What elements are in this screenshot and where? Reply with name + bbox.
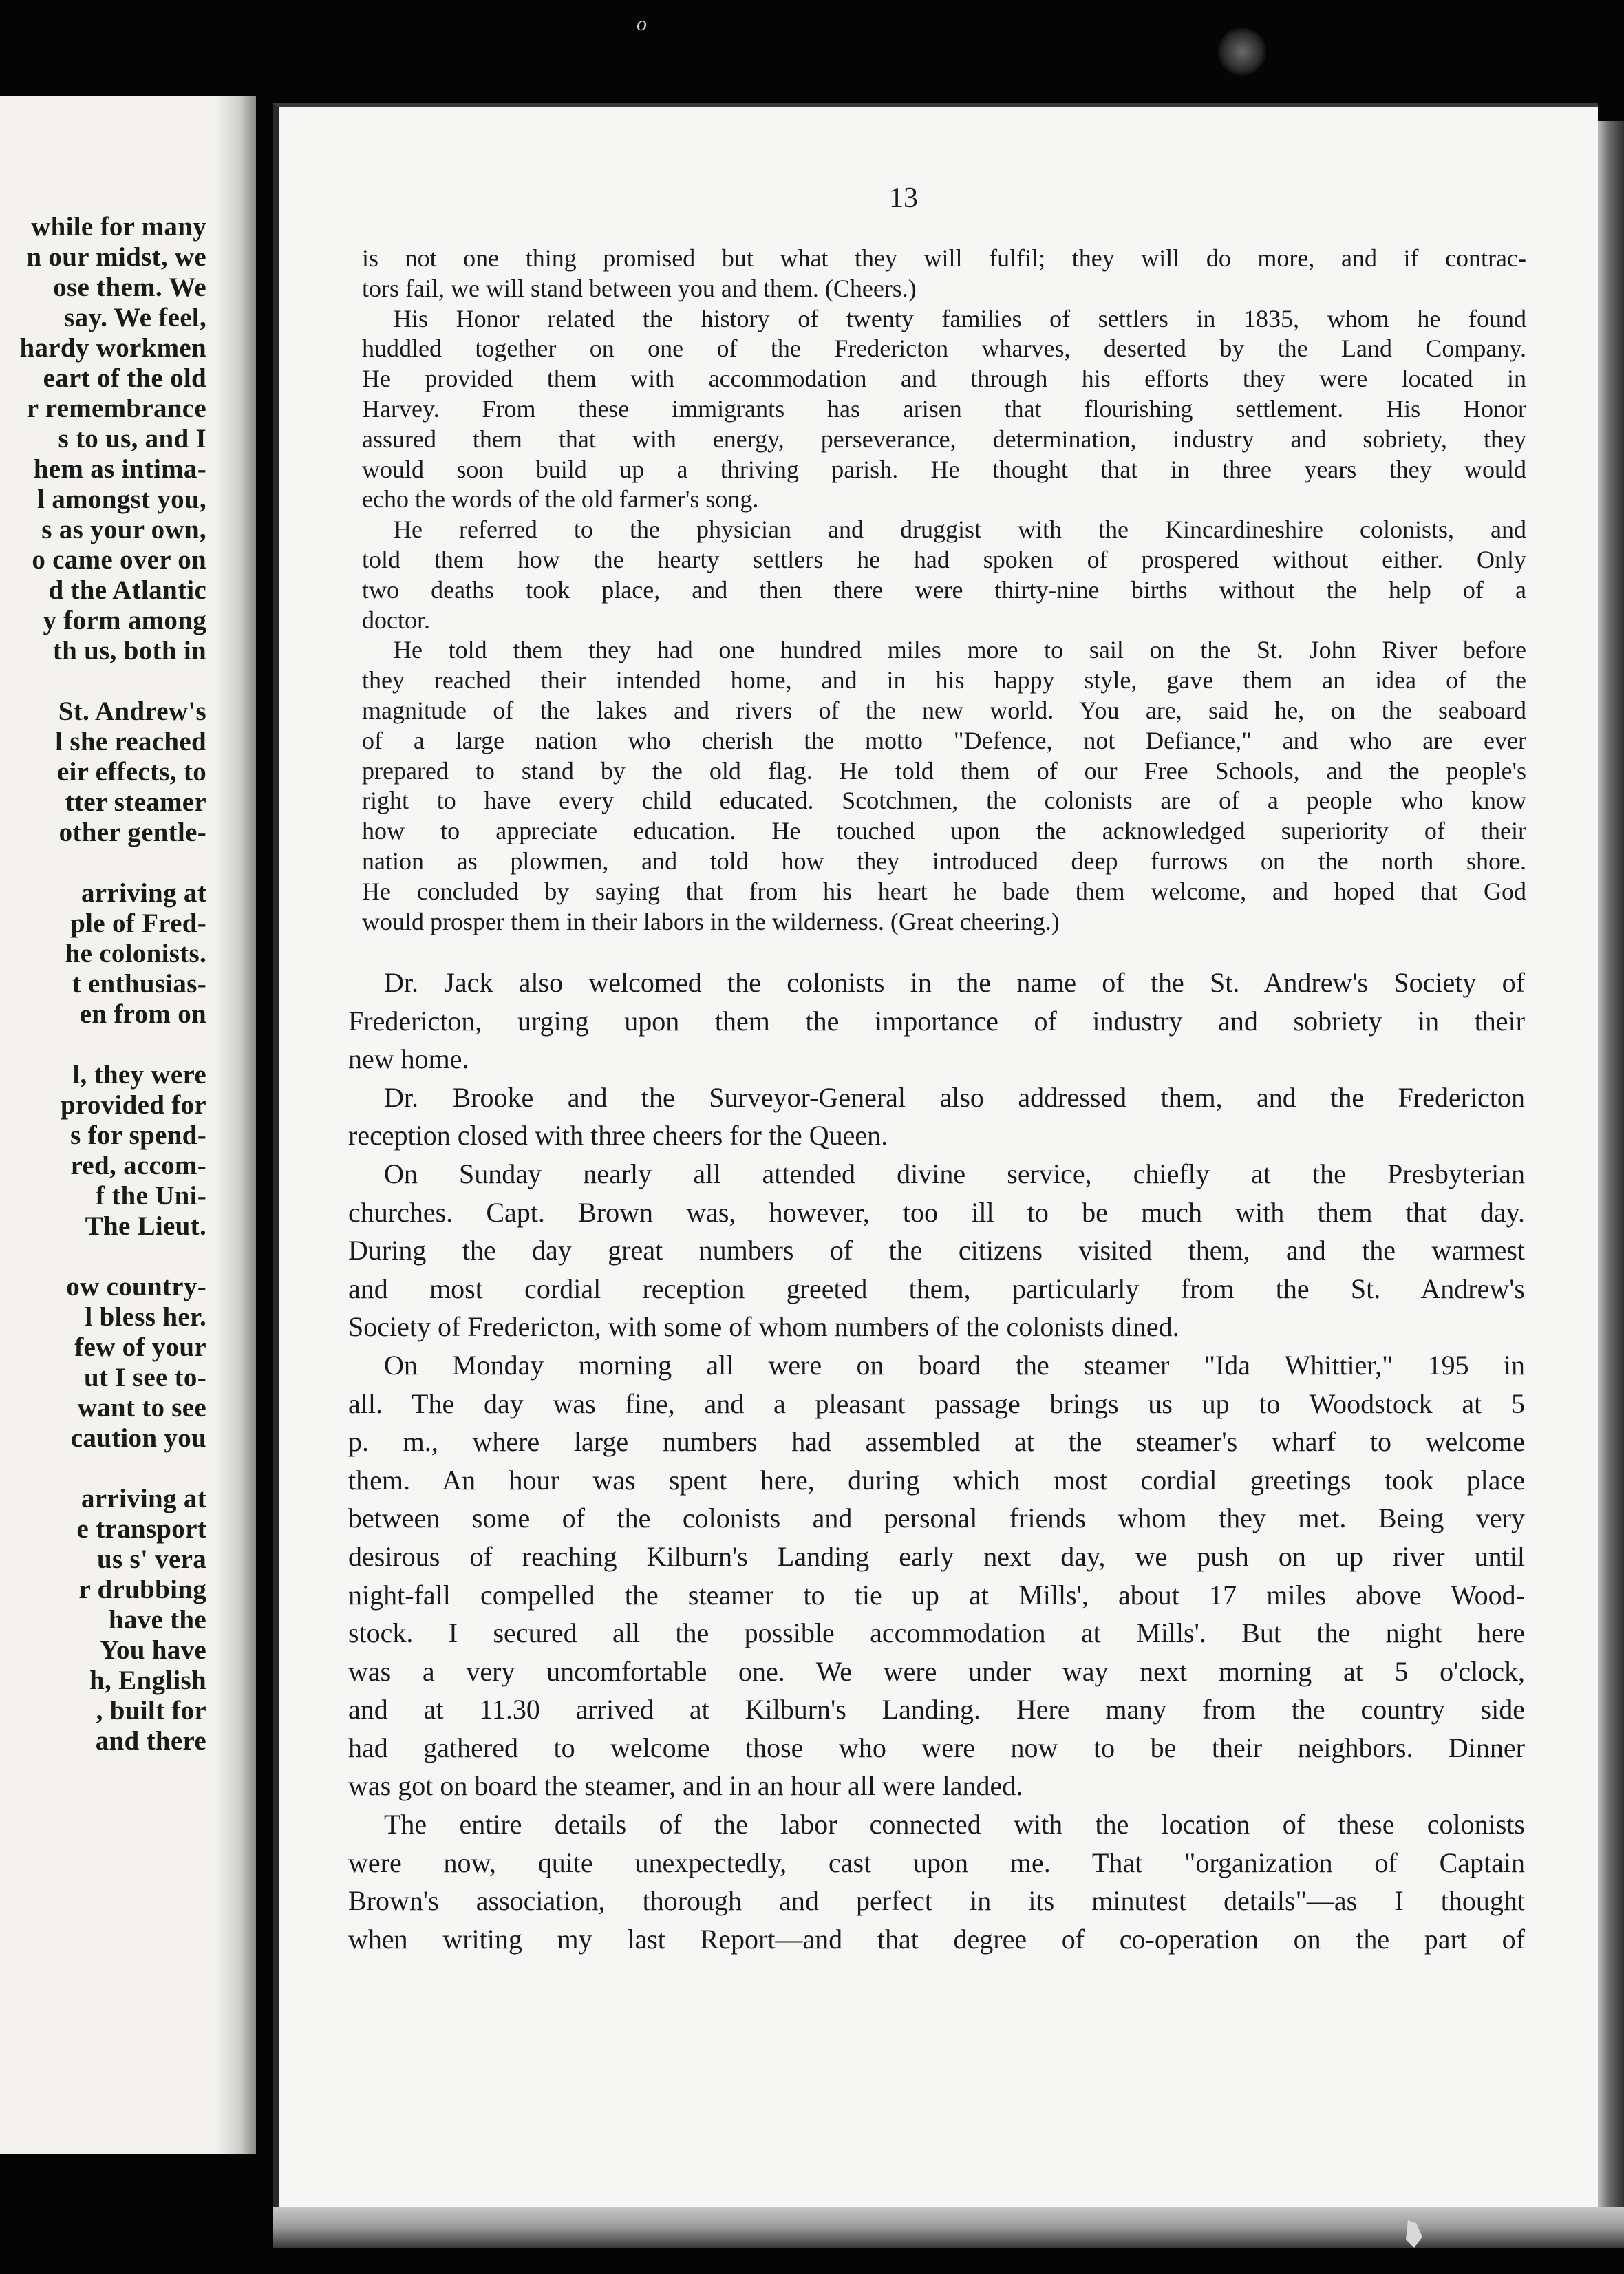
narrative-line: when writing my last Report—and that degree of co-operation on the part of [348, 1923, 1525, 1955]
narrative-line: had gathered to welcome those who were now to be their neighbors. Dinner [348, 1732, 1525, 1763]
left-page-gap [0, 848, 206, 878]
narrative-line: p. m., where large numbers had assembled at the steamer's wharf to welcome [348, 1426, 1525, 1458]
quoted-line: told them how the hearty settlers he had spoken of prospered without either. Only [362, 545, 1526, 573]
narrative-line: night-fall compelled the steamer to tie up at Mills', about 17 miles above Wood- [348, 1579, 1525, 1611]
left-page-line: s to us, and I [58, 424, 206, 454]
left-page-line: y form among [43, 606, 206, 635]
quoted-line: they reached their intended home, and in his happy style, gave them an idea of the [362, 666, 1526, 694]
left-page-line: You have [99, 1635, 206, 1665]
page-edge-bottom [273, 2207, 1624, 2248]
quoted-paragraph [362, 635, 1526, 937]
left-page-gap [0, 666, 206, 697]
narrative-line: was got on board the steamer, and in an hour all were landed. [348, 1770, 1023, 1802]
quoted-line: Harvey. From these immigrants has arisen that flourishing settlement. His Honor [362, 394, 1526, 423]
left-page-line: e transport [76, 1514, 206, 1544]
quoted-line: is not one thing promised but what they will fulfil; they will do more, and if contrac- [362, 244, 1526, 272]
left-page-line: s as your own, [41, 515, 206, 544]
left-page-line: f the Uni- [95, 1181, 206, 1211]
narrative-line: Society of Fredericton, with some of whom numbers of the colonists dined. [348, 1311, 1179, 1343]
left-page-line: hem as intima- [33, 454, 206, 484]
narrative-line: between some of the colonists and personal friends whom they met. Being very [348, 1502, 1525, 1534]
left-page-line: say. We feel, [64, 303, 206, 332]
quoted-line: doctor. [362, 606, 430, 634]
quoted-line: magnitude of the lakes and rivers of the new world. You are, said he, on the seaboard [362, 696, 1526, 724]
left-page-line: o came over on [32, 545, 206, 575]
left-page-gap [0, 1242, 206, 1272]
left-page-line: other gentle- [58, 818, 206, 847]
narrative-paragraph [348, 1155, 1525, 1346]
left-page-line: while for many [31, 212, 206, 242]
left-page-line: th us, both in [52, 636, 206, 666]
quoted-paragraph [362, 244, 1526, 304]
left-page-line: ut I see to- [84, 1363, 206, 1392]
scan-glare [1218, 28, 1266, 76]
left-page-line: t enthusias- [72, 969, 206, 999]
quoted-line: of a large nation who cherish the motto "Defence, not Defiance," and who are ever [362, 726, 1526, 754]
left-page-line: want to see [77, 1393, 206, 1423]
narrative-line: was a very uncomfortable one. We were under way next morning at 5 o'clock, [348, 1655, 1525, 1687]
quoted-line: would soon build up a thriving parish. He thought that in three years they would [362, 455, 1526, 483]
narrative-line: Dr. Jack also welcomed the colonists in the name of the St. Andrew's Society of [384, 967, 1525, 998]
left-page-line: s for spend- [70, 1120, 206, 1150]
narrative-line: churches. Capt. Brown was, however, too ill to be much with them that day. [348, 1196, 1525, 1228]
narrative-line: Dr. Brooke and the Surveyor-General also addressed them, and the Fredericton [384, 1081, 1525, 1113]
quoted-paragraph [362, 304, 1526, 516]
narrative-paragraph [348, 1805, 1525, 1958]
narrative-line: all. The day was fine, and a pleasant passage brings us up to Woodstock at 5 [348, 1388, 1525, 1419]
narrative-line: desirous of reaching Kilburn's Landing early next day, we push on up river until [348, 1540, 1525, 1572]
left-page-line: provided for [61, 1090, 206, 1120]
narrative-paragraph [348, 964, 1525, 1078]
left-page-line: n our midst, we [26, 242, 206, 272]
quoted-line: nation as plowmen, and told how they introduced deep furrows on the north shore. [362, 847, 1526, 875]
left-page-line: eart of the old [43, 363, 206, 393]
narrative-line: reception closed with three cheers for the Queen. [348, 1120, 888, 1151]
left-page-line: he colonists. [65, 939, 206, 968]
left-page-line: ose them. We [53, 273, 206, 302]
left-page-line: St. Andrew's [58, 697, 206, 726]
left-page-line: h, English [89, 1666, 206, 1695]
left-page-text [0, 212, 206, 1756]
narrative-line: During the day great numbers of the citizens visited them, and the warmest [348, 1235, 1525, 1266]
quoted-line: prepared to stand by the old flag. He told them of our Free Schools, and the people's [362, 756, 1526, 785]
scan-speck: o [637, 12, 647, 35]
narrative-line: them. An hour was spent here, during which most cordial greetings took place [348, 1464, 1525, 1496]
quoted-line: right to have every child educated. Scotchmen, the colonists are of a people who know [362, 787, 1526, 815]
left-page-line: l she reached [55, 727, 206, 756]
left-page-line: arriving at [81, 878, 206, 908]
quoted-line: two deaths took place, and then there were thirty-nine births without the help of a [362, 575, 1526, 604]
left-page-line: and there [95, 1726, 206, 1756]
narrative-line: new home. [348, 1043, 469, 1075]
quoted-line: His Honor related the history of twenty families of settlers in 1835, whom he found [394, 304, 1526, 332]
narrative-line: Brown's association, thorough and perfect in its minutest details"—as I thought [348, 1885, 1525, 1917]
left-page-line: r remembrance [26, 394, 206, 423]
page-number: 13 [889, 182, 918, 214]
left-page-line: d the Atlantic [48, 575, 206, 605]
narrative-line: and most cordial reception greeted them, particularly from the St. Andrew's [348, 1273, 1525, 1304]
left-page-line: l amongst you, [37, 485, 206, 514]
right-page [273, 103, 1598, 2207]
narrative-line: On Sunday nearly all attended divine service, chiefly at the Presbyterian [384, 1158, 1525, 1189]
left-page-line: en from on [79, 999, 206, 1029]
quoted-line: He provided them with accommodation and through his efforts they were located in [362, 365, 1526, 393]
left-page-line: r drubbing [78, 1575, 206, 1604]
left-page-line: eir effects, to [56, 757, 206, 787]
left-page-line: , built for [96, 1696, 206, 1725]
left-page-gap [0, 1454, 206, 1484]
left-page-line: ow country- [66, 1272, 206, 1301]
page-edge-right [1598, 121, 1624, 2213]
narrative-line: were now, quite unexpectedly, cast upon me. That "organization of Captain [348, 1847, 1525, 1878]
quoted-line: assured them that with energy, perseverance, determination, industry and sobriety, they [362, 425, 1526, 453]
left-page-line: have the [108, 1605, 206, 1635]
quoted-line: He told them they had one hundred miles more to sail on the St. John River before [394, 636, 1526, 664]
left-page-line: The Lieut. [85, 1211, 206, 1241]
left-page-line: ple of Fred- [70, 908, 206, 938]
narrative-line: and at 11.30 arrived at Kilburn's Landing. Here many from the country side [348, 1694, 1525, 1725]
quoted-line: huddled together on one of the Fredericton wharves, deserted by the Land Company. [362, 334, 1526, 363]
quoted-line: He concluded by saying that from his heart he bade them welcome, and hoped that God [362, 877, 1526, 905]
left-page-line: tter steamer [65, 787, 206, 817]
left-page-line: arriving at [81, 1484, 206, 1513]
quoted-line: tors fail, we will stand between you and them. (Cheers.) [362, 274, 917, 302]
narrative-paragraph [348, 1346, 1525, 1805]
quoted-speech-block [362, 244, 1526, 937]
left-page-line: hardy workmen [19, 333, 206, 363]
left-page [0, 96, 256, 2154]
left-page-line: caution you [70, 1423, 206, 1453]
narrative-line: Fredericton, urging upon them the importance of industry and sobriety in their [348, 1005, 1525, 1037]
left-page-gutter [215, 96, 256, 2154]
quoted-line: echo the words of the old farmer's song. [362, 485, 759, 513]
left-page-line: l, they were [72, 1060, 206, 1090]
left-page-line: few of your [74, 1332, 206, 1362]
narrative-line: On Monday morning all were on board the steamer "Ida Whittier," 195 in [384, 1349, 1525, 1381]
quoted-line: would prosper them in their labors in the wilderness. (Great cheering.) [362, 907, 1060, 935]
quoted-paragraph [362, 515, 1526, 635]
narrative-block [348, 964, 1525, 1958]
left-page-gap [0, 1030, 206, 1060]
narrative-paragraph [348, 1078, 1525, 1155]
narrative-line: stock. I secured all the possible accommodation at Mills'. But the night here [348, 1617, 1525, 1649]
quoted-line: how to appreciate education. He touched upon the acknowledged superiority of their [362, 817, 1526, 845]
left-page-line: us s' vera [97, 1544, 206, 1574]
left-page-line: l bless her. [85, 1302, 206, 1332]
quoted-line: He referred to the physician and druggist with the Kincardineshire colonists, and [394, 516, 1526, 544]
narrative-line: The entire details of the labor connected with the location of these colonists [384, 1809, 1525, 1840]
left-page-line: red, accom- [70, 1151, 206, 1180]
